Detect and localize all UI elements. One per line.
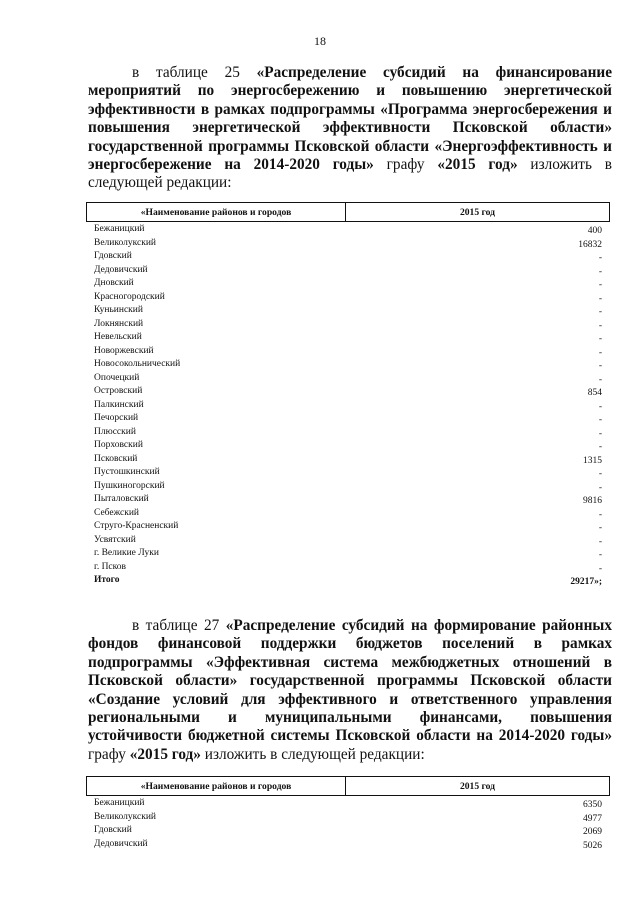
- subsidy-value: -: [598, 550, 602, 561]
- subsidy-value: -: [598, 293, 602, 304]
- table-row: [94, 534, 602, 548]
- table-row: [94, 824, 602, 838]
- table-27-header: [86, 776, 610, 796]
- table-row: [94, 493, 602, 507]
- para1-column: «2015 год»: [437, 156, 518, 174]
- subsidy-value: -: [598, 374, 602, 385]
- subsidy-value: -: [598, 563, 602, 574]
- district-name: Плюсский: [94, 426, 136, 437]
- subsidy-value: 6350: [583, 800, 602, 810]
- para2-mid: графу: [88, 745, 130, 763]
- district-name: Гдовский: [94, 825, 132, 836]
- page-number: 18: [314, 34, 326, 48]
- table-row: [94, 426, 602, 440]
- subsidy-value: -: [598, 469, 602, 480]
- district-name: Бежаницкий: [94, 224, 145, 234]
- table-27-col-year: 2015 год: [346, 777, 610, 796]
- table-row: [94, 561, 602, 575]
- subsidy-value: 854: [587, 388, 602, 399]
- para1-title: «Распределение субсидий на финансирование мероприятий по энергосбережению и повышению энергетической эффективности в рамках подпрограммы «Программа энергосбережения и повышения энергетической эффективности Псковской области» государственной программы Псковской области «Энергоэффективность и энергосбережение на 2014-2020 годы»: [88, 64, 612, 174]
- table-row: [94, 223, 602, 237]
- table-25-col-name: «Наименование районов и городов: [87, 203, 346, 222]
- table-row: [94, 480, 602, 494]
- district-name: Порховский: [94, 440, 143, 451]
- paragraph-table-27: [88, 617, 612, 764]
- subsidy-value: -: [598, 253, 602, 264]
- district-name: Дедовичский: [94, 264, 148, 275]
- table-row: [94, 466, 602, 480]
- table-27-col-name: «Наименование районов и городов: [87, 777, 346, 796]
- district-name: Дедовичский: [94, 838, 148, 849]
- para2-suffix: изложить в следующей редакции:: [200, 745, 425, 763]
- table-25-body: [94, 223, 602, 588]
- table-row: [94, 507, 602, 521]
- table-row: [94, 264, 602, 278]
- district-name: Красногородский: [94, 291, 165, 302]
- subsidy-value: -: [598, 320, 602, 331]
- table-row: [94, 331, 602, 345]
- district-name: Струго-Красненский: [94, 521, 179, 532]
- district-name: Гдовский: [94, 251, 132, 262]
- district-name: Пыталовский: [94, 494, 149, 505]
- subsidy-value: -: [598, 347, 602, 358]
- district-name: Палкинский: [94, 399, 144, 410]
- subsidy-value: -: [598, 482, 602, 493]
- para1-suffix: изложить в следующей редакции:: [88, 156, 612, 192]
- district-name: Бежаницкий: [94, 798, 145, 808]
- district-name: Печорский: [94, 413, 139, 424]
- district-name: Островский: [94, 386, 143, 397]
- subsidy-value: -: [598, 415, 602, 426]
- table-row: [94, 838, 602, 852]
- subsidy-value: 5026: [583, 840, 602, 851]
- district-name: Себежский: [94, 507, 139, 518]
- table-row: [94, 304, 602, 318]
- district-name: Усвятский: [94, 534, 136, 545]
- table-row: [94, 412, 602, 426]
- para2-prefix: в таблице 27: [132, 617, 226, 634]
- district-name: Пустошкинский: [94, 467, 160, 478]
- table-row: [94, 358, 602, 372]
- total-row: [94, 574, 602, 588]
- table-row: [94, 277, 602, 291]
- para2-column: «2015 год»: [129, 745, 201, 763]
- table-row: [94, 399, 602, 413]
- table-row: [94, 439, 602, 453]
- subsidy-value: -: [598, 266, 602, 277]
- subsidy-value: -: [598, 334, 602, 345]
- table-25-col-year: 2015 год: [346, 203, 610, 222]
- subsidy-value: -: [598, 307, 602, 318]
- table-row: [94, 520, 602, 534]
- subsidy-value: -: [598, 428, 602, 439]
- district-name: Локнянский: [94, 318, 144, 329]
- district-name: Пушкиногорский: [94, 480, 165, 491]
- district-name: Опочецкий: [94, 372, 140, 383]
- table-row: [94, 237, 602, 251]
- table-row: [94, 797, 602, 811]
- district-name: Новоржевский: [94, 345, 154, 356]
- table-25-header: [86, 202, 610, 222]
- subsidy-value: 2069: [583, 827, 602, 838]
- subsidy-value: 400: [587, 226, 602, 236]
- district-name: Великолукский: [94, 811, 157, 822]
- subsidy-value: -: [598, 401, 602, 412]
- subsidy-value: -: [598, 509, 602, 520]
- district-name: г. Великие Луки: [94, 548, 159, 559]
- para1-mid: графу: [373, 156, 438, 174]
- district-name: г. Псков: [94, 561, 127, 572]
- table-row: [94, 547, 602, 561]
- table-row: [94, 318, 602, 332]
- district-name: Великолукский: [94, 237, 157, 248]
- subsidy-value: 4977: [583, 813, 602, 824]
- para2-title: «Распределение субсидий на формирование районных фондов финансовой поддержки бюджетов поселений в рамках подпрограммы «Эффективная система межбюджетных отношений в Псковской области» государственной программы Псковской области «Создание условий для эффективного и ответственного управления региональными и муниципальными финансами, повышения устойчивости бюджетной системы Псковской области на 2014-2020 годы»: [88, 617, 612, 745]
- district-name: Новосокольнический: [94, 359, 181, 370]
- subsidy-value: 1315: [583, 455, 602, 466]
- table-row: [94, 345, 602, 359]
- table-row: [94, 385, 602, 399]
- table-row: [94, 453, 602, 467]
- subsidy-value: -: [598, 280, 602, 291]
- subsidy-value: -: [598, 536, 602, 547]
- total-label: Итого: [94, 575, 120, 586]
- subsidy-value: 16832: [578, 239, 602, 250]
- total-value: 29217»;: [570, 577, 602, 588]
- table-27-body: [94, 797, 602, 851]
- table-row: [94, 372, 602, 386]
- subsidy-value: -: [598, 442, 602, 453]
- subsidy-value: -: [598, 361, 602, 372]
- subsidy-value: -: [598, 523, 602, 534]
- district-name: Куньинский: [94, 305, 143, 316]
- paragraph-table-25: [88, 64, 612, 193]
- table-row: [94, 250, 602, 264]
- district-name: Дновский: [94, 278, 134, 289]
- para1-prefix: в таблице 25: [132, 64, 257, 81]
- district-name: Псковский: [94, 453, 138, 464]
- table-row: [94, 291, 602, 305]
- subsidy-value: 9816: [583, 496, 602, 507]
- district-name: Невельский: [94, 332, 142, 343]
- table-row: [94, 811, 602, 825]
